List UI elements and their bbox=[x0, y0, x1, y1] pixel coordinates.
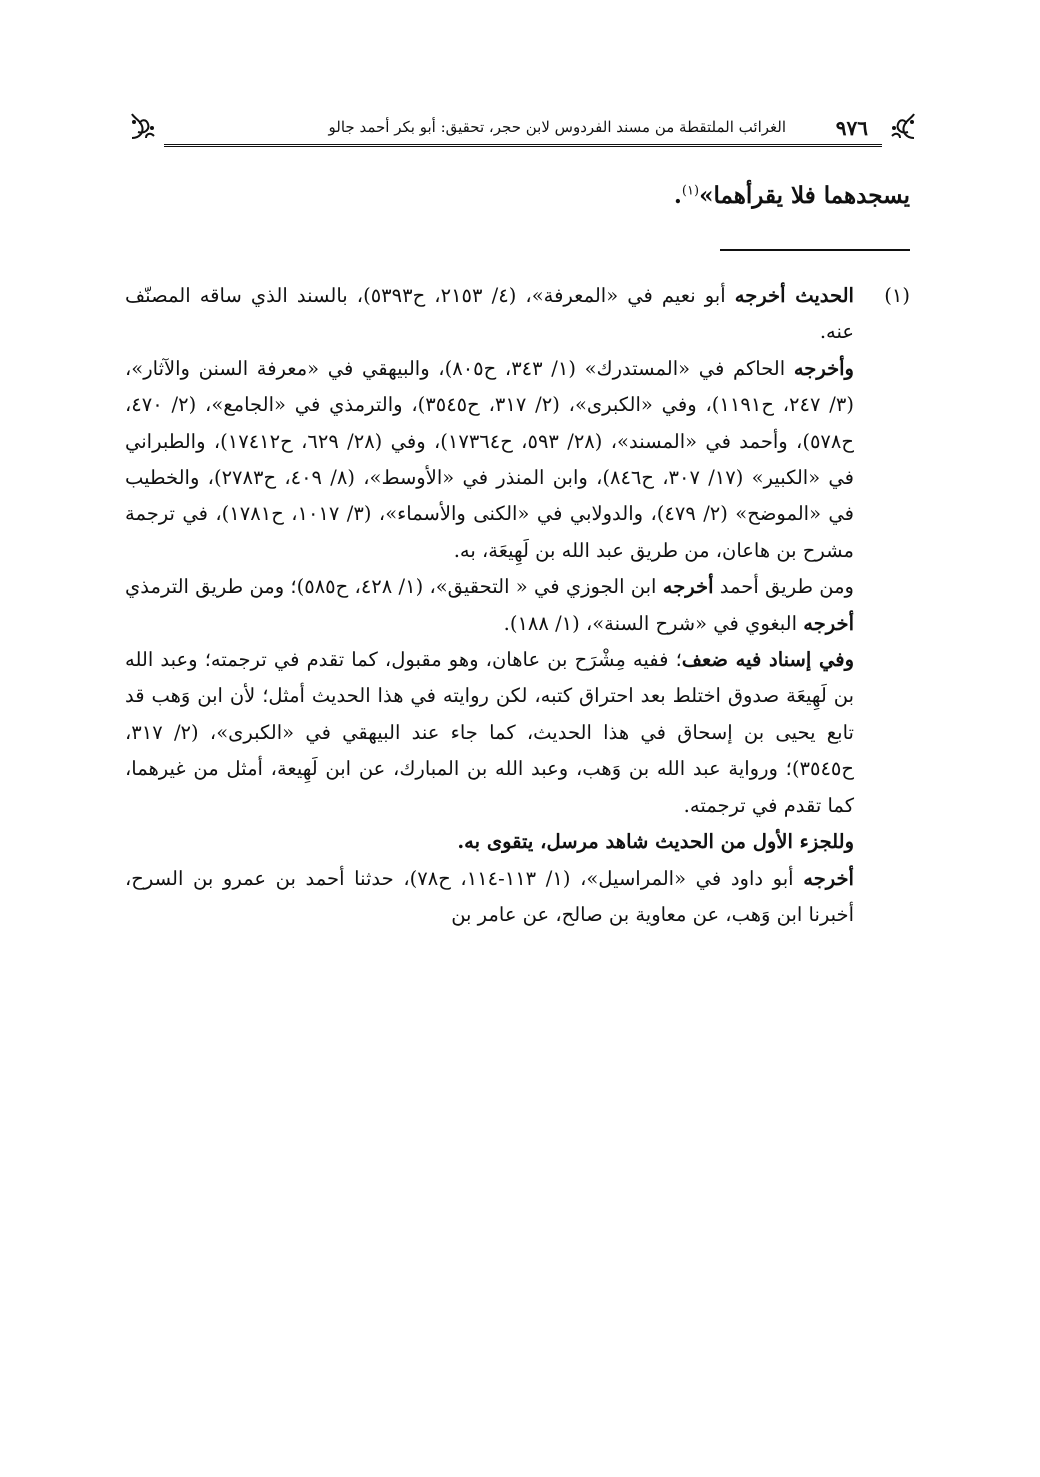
footnote-text: أبو داود في «المراسيل»، (١/ ١١٣-١١٤، ح٧٨)، حدثنا أحمد بن عمرو بن السرح، أخبرنا ابن وَهب، عن معاوية بن صالح، عن عامر بن bbox=[125, 866, 854, 926]
footnote-paragraph bbox=[125, 278, 854, 351]
footnote-text: أبو نعيم في «المعرفة»، (٤/ ٢١٥٣، ح٥٣٩٣)، بالسند الذي ساقه المصنّف عنه. bbox=[125, 284, 854, 344]
footnote-text: البغوي في «شرح السنة»، (١/ ١٨٨). bbox=[503, 611, 804, 635]
page-header bbox=[128, 108, 918, 148]
footnote-text: ابن الجوزي في « التحقيق»، (١/ ٤٢٨، ح٥٨٥)؛ ومن طريق الترمذي bbox=[125, 575, 663, 599]
footnote-paragraph bbox=[125, 351, 910, 569]
ornament-icon bbox=[884, 110, 918, 142]
footnote-lead: الحديث أخرجه bbox=[734, 284, 854, 307]
footnote-separator bbox=[720, 249, 910, 251]
main-text-content: يسجدهما فلا يقرأهما» bbox=[699, 182, 910, 209]
footnote-text: الحاكم في «المستدرك» (١/ ٣٤٣، ح٨٠٥)، والبيهقي في «معرفة السنن والآثار»، (٣/ ٢٤٧، ح١١٩١)، وفي «الكبرى»، (٢/ ٣١٧، ح٣٥٤٥)، والترمذي في «الجامع»، (٢/ ٤٧٠، ح٥٧٨)، وأحمد في «المسند»، (٢٨/ ٥٩٣، ح١٧٣٦٤)، وفي (٢٨/ ٦٢٩، ح١٧٤١٢)، والطبراني في «الكبير» (١٧/ ٣٠٧، ح٨٤٦)، وابن المنذر في «الأوسط»، (٨/ ٤٠٩، ح٢٧٨٣)، والخطيب في «الموضح» (٢/ ٤٧٩)، والدولابي في «الكنى والأسماء»، (٣/ ١٠١٧، ح١٧٨١)، في ترجمة مشرح بن هاعان، من طريق عبد الله بن لَهِيعَة، به. bbox=[125, 356, 855, 562]
header-rule bbox=[164, 144, 882, 147]
page-number: ٩٧٦ bbox=[835, 116, 868, 140]
footnote-lead: وفي إسناد فيه ضعف bbox=[681, 648, 854, 672]
footnote-number: (١) bbox=[884, 284, 910, 307]
footnote-paragraph bbox=[125, 569, 910, 642]
footnote-lead: أخرجه bbox=[662, 575, 714, 599]
footnote-lead: أخرجه bbox=[803, 866, 854, 890]
main-text-period: . bbox=[673, 182, 682, 209]
footnote-paragraph bbox=[125, 861, 910, 934]
footnote-text: ؛ ففيه مِشْرَح بن عاهان، وهو مقبول، كما تقدم في ترجمته؛ وعبد الله بن لَهِيعَة صدوق اختلط بعد احتراق كتبه، لكن روايته في هذا الحديث أمثل؛ لأن ابن وَهب قد تابع يحيى بن إسحاق في هذا الحديث، كما جاء عند البيهقي في «الكبرى»، (٢/ ٣١٧، ح٣٥٤٥)؛ ورواية عبد الله بن وَهب، وعبد الله بن المبارك، عن ابن لَهِيعة، أمثل من غيرهما، كما تقدم في ترجمته. bbox=[125, 648, 854, 817]
footnote-lead: أخرجه bbox=[803, 611, 854, 635]
footnote-first-paragraph bbox=[125, 278, 910, 351]
running-title: الغرائب الملتقطة من مسند الفردوس لابن حجر، تحقيق: أبو بكر أحمد جالو bbox=[328, 118, 786, 136]
footnote-lead: وأخرجه bbox=[793, 356, 854, 380]
ornament-icon bbox=[128, 110, 162, 142]
footnote-paragraph bbox=[125, 824, 910, 860]
footnote bbox=[125, 278, 910, 933]
main-text bbox=[674, 182, 910, 209]
footnote-lead: وللجزء الأول من الحديث شاهد مرسل، يتقوى به. bbox=[457, 830, 854, 854]
footnote-paragraph bbox=[125, 642, 910, 824]
footnote-reference: (١) bbox=[681, 183, 700, 199]
footnote-text: ومن طريق أحمد bbox=[713, 575, 854, 599]
